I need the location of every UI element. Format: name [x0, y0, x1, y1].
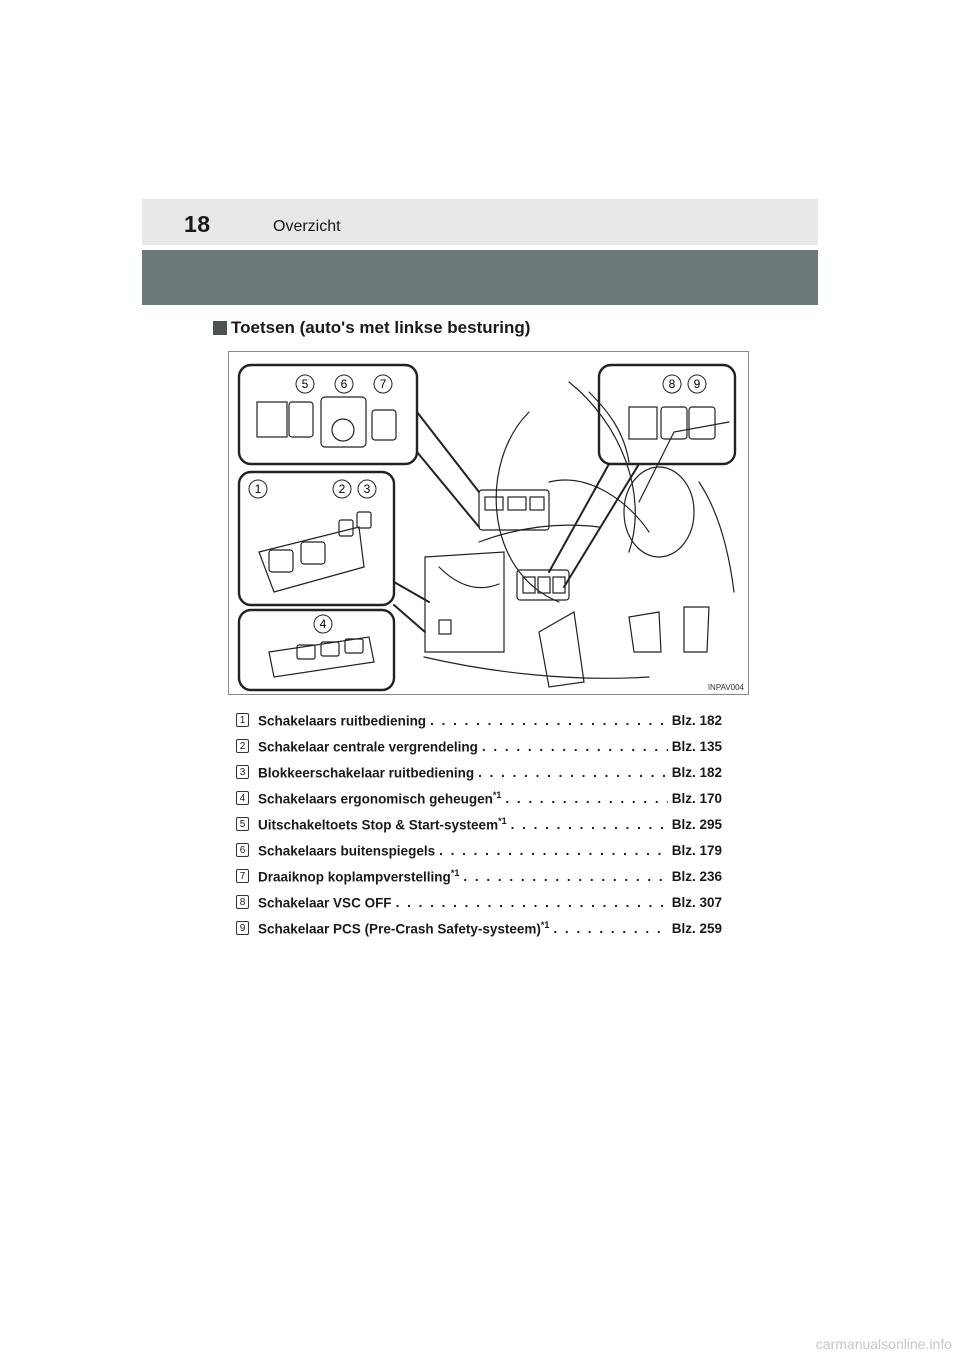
callout-8 [663, 375, 681, 393]
square-bullet-icon [213, 321, 227, 335]
leader-dots [478, 765, 668, 780]
item-label: Schakelaar centrale vergrendeling [258, 739, 478, 755]
list-item [236, 811, 722, 837]
item-number: 8 [236, 895, 249, 909]
page-header [142, 199, 818, 245]
list-item [236, 733, 722, 759]
item-number: 9 [236, 921, 249, 935]
section-heading [213, 318, 530, 338]
page-reference: Blz. 135 [671, 738, 722, 754]
page-reference: Blz. 182 [671, 712, 722, 728]
item-label: Schakelaars ergonomisch geheugen$^{*1}$ [258, 789, 502, 807]
svg-text:8: 8 [668, 377, 676, 391]
page-reference: Blz. 259 [671, 920, 722, 936]
callout-3 [358, 480, 376, 498]
leader-dots [463, 869, 667, 884]
svg-text:6: 6 [340, 377, 348, 391]
item-label: Draaiknop koplampverstelling$^{*1}$ [258, 867, 460, 885]
leader-dots [439, 843, 668, 858]
page-reference: Blz. 236 [671, 868, 722, 884]
page-reference: Blz. 295 [671, 816, 722, 832]
leader-dots [396, 895, 668, 910]
page-reference: Blz. 179 [671, 842, 722, 858]
list-item [236, 759, 722, 785]
page-number: 18 [184, 211, 211, 237]
footnote-marker: *1 [492, 789, 502, 800]
svg-text:3: 3 [363, 482, 371, 496]
page-reference: Blz. 307 [671, 894, 722, 910]
item-label: Blokkeerschakelaar ruitbediening [258, 765, 475, 781]
list-item [236, 707, 722, 733]
page-reference: Blz. 182 [671, 764, 722, 780]
svg-text:7: 7 [379, 377, 387, 391]
svg-text:1: 1 [254, 482, 262, 496]
item-label: Uitschakeltoets Stop & Start-systeem$^{*1}$ [258, 815, 507, 833]
dashboard-illustration [228, 351, 749, 695]
callout-9 [688, 375, 706, 393]
item-number: 5 [236, 817, 249, 831]
item-label: Schakelaar PCS (Pre-Crash Safety-systeem)$^{*1}$ [258, 919, 550, 937]
leader-dots [553, 921, 667, 936]
item-label: Schakelaars ruitbediening [258, 713, 427, 729]
svg-text:9: 9 [693, 377, 701, 391]
list-item [236, 863, 722, 889]
svg-text:5: 5 [301, 377, 309, 391]
item-number: 1 [236, 713, 249, 727]
item-number: 6 [236, 843, 249, 857]
svg-text:4: 4 [319, 617, 327, 631]
section-heading-text: Toetsen (auto's met linkse besturing) [231, 318, 531, 337]
footnote-marker: *1 [498, 815, 507, 826]
callout-7 [374, 375, 392, 393]
list-item [236, 915, 722, 941]
footnote-marker: *1 [450, 867, 460, 878]
site-watermark: carmanualsonline.info [815, 1336, 952, 1352]
leader-dots [430, 713, 668, 728]
item-number: 7 [236, 869, 249, 883]
item-label: Schakelaars buitenspiegels [258, 843, 436, 859]
callout-6 [335, 375, 353, 393]
leader-dots [505, 791, 667, 806]
callout-1 [249, 480, 267, 498]
callout-2 [333, 480, 351, 498]
list-item [236, 889, 722, 915]
section-band [142, 250, 818, 305]
item-number: 3 [236, 765, 249, 779]
figure-code: INPAV004 [707, 683, 744, 692]
leader-dots [482, 739, 668, 754]
item-number: 2 [236, 739, 249, 753]
footnote-marker: *1 [540, 919, 550, 930]
svg-text:2: 2 [338, 482, 346, 496]
leader-dots [511, 817, 668, 832]
page-reference: Blz. 170 [671, 790, 722, 806]
chapter-title: Overzicht [273, 218, 341, 235]
item-label: Schakelaar VSC OFF [258, 895, 392, 911]
item-number: 4 [236, 791, 249, 805]
list-item [236, 837, 722, 863]
callout-4 [314, 615, 332, 633]
list-item [236, 785, 722, 811]
dashboard-drawing [229, 352, 748, 694]
callout-5 [296, 375, 314, 393]
switch-list [236, 707, 722, 941]
